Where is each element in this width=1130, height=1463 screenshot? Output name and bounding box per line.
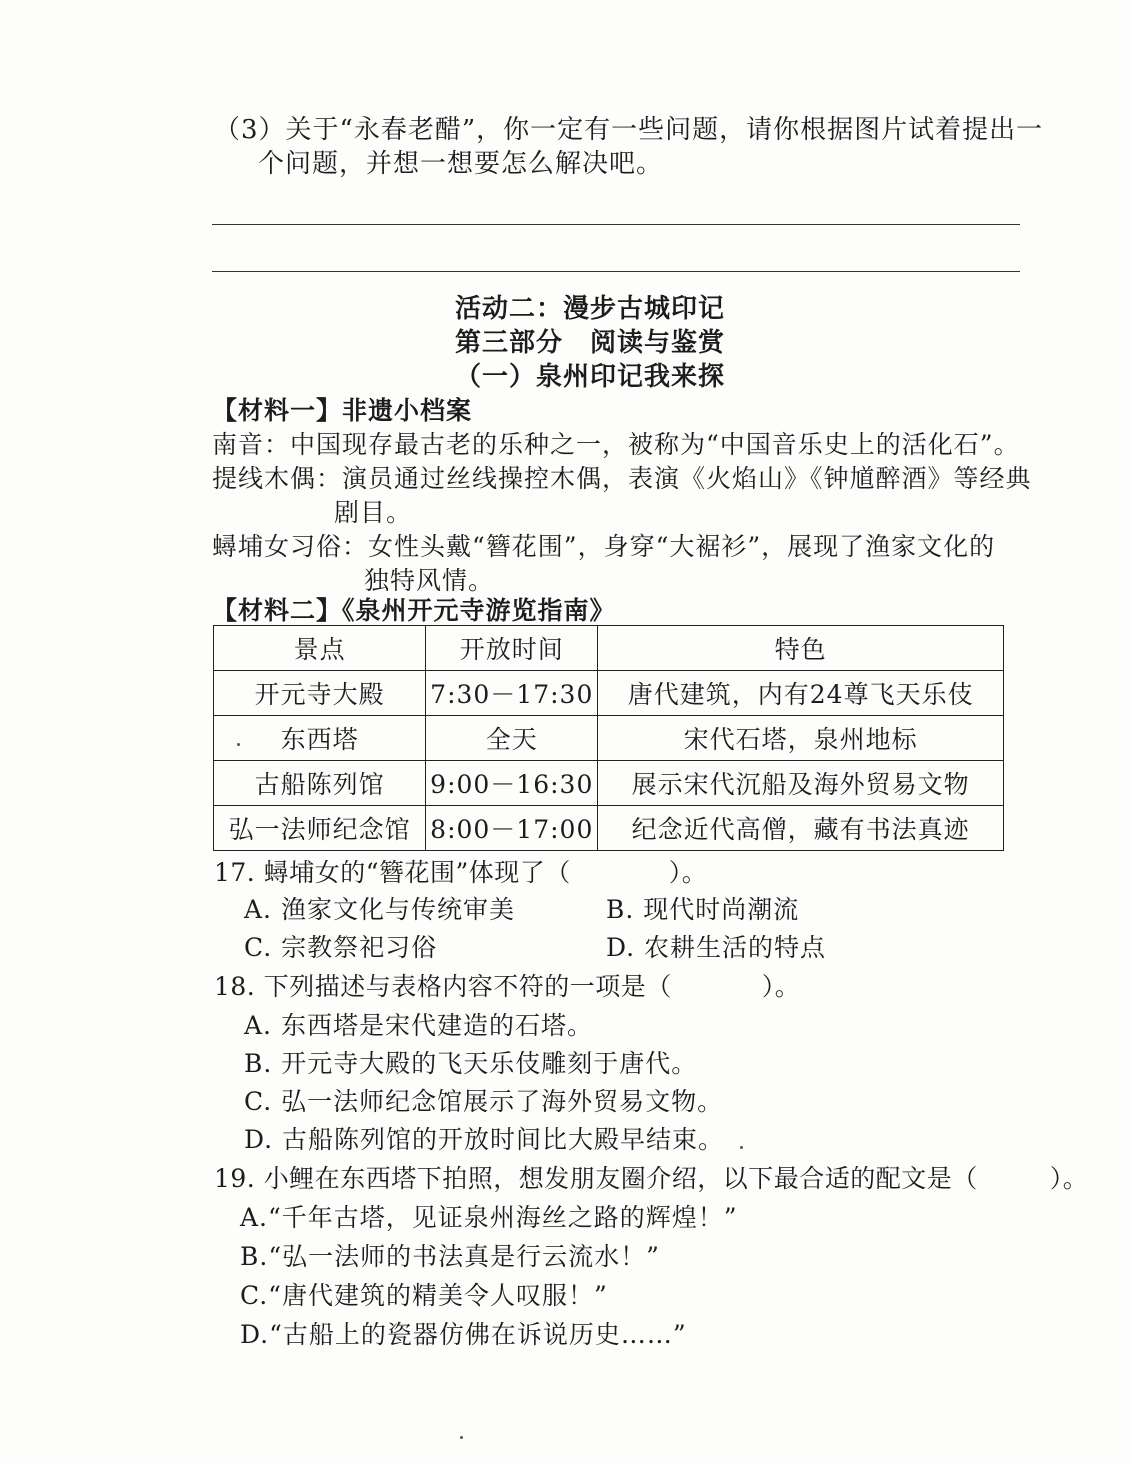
question-17-stem-text: 17. 蟳埔女的“簪花围”体现了（ <box>214 858 571 887</box>
scan-speck <box>740 1146 743 1149</box>
question-17-option-a[interactable]: A. 渔家文化与传统审美 <box>244 895 515 924</box>
question-19-option-a[interactable]: A.“千年古塔，见证泉州海丝之路的辉煌！” <box>240 1203 738 1232</box>
question-18-option-d[interactable]: D. 古船陈列馆的开放时间比大殿早结束。 <box>244 1125 725 1154</box>
guide-table <box>213 625 1004 851</box>
scan-speck <box>237 743 240 746</box>
table-cell: 唐代建筑，内有24尊飞天乐伎 <box>598 671 1004 716</box>
question-17-option-b[interactable]: B. 现代时尚潮流 <box>606 895 800 924</box>
material-1-nanyin: 南音：中国现存最古老的乐种之一，被称为“中国音乐史上的活化石”。 <box>212 430 1020 459</box>
question-19-option-d[interactable]: D.“古船上的瓷器仿佛在诉说历史……” <box>240 1320 687 1349</box>
material-1-xunpu-line-1: 蟳埔女习俗：女性头戴“簪花围”，身穿“大裾衫”，展现了渔家文化的 <box>212 532 996 561</box>
table-cell: 7:30－17:30 <box>426 671 598 716</box>
question-17-stem <box>214 856 707 890</box>
question-3-line-1: （3）关于“永春老醋”，你一定有一些问题，请你根据图片试着提出一 <box>214 115 1044 145</box>
table-cell: 展示宋代沉船及海外贸易文物 <box>598 761 1004 806</box>
question-18-stem-text: 18. 下列描述与表格内容不符的一项是（ <box>214 972 672 1001</box>
question-19-stem <box>214 1162 1088 1196</box>
answer-line-2[interactable] <box>212 271 1020 272</box>
table-row <box>214 671 1004 716</box>
question-19-stem-text: 19. 小鲤在东西塔下拍照，想发朋友圈介绍，以下最合适的配文是（ <box>214 1164 978 1193</box>
question-19-stem-close: ）。 <box>1049 1164 1089 1193</box>
question-18-option-b[interactable]: B. 开元寺大殿的飞天乐伎雕刻于唐代。 <box>244 1049 698 1078</box>
material-1-xunpu-line-2: 独特风情。 <box>364 566 495 595</box>
section-heading: （一）泉州印记我来探 <box>454 362 725 392</box>
question-17-option-d[interactable]: D. 农耕生活的特点 <box>606 933 827 962</box>
question-17-stem-close: ）。 <box>668 858 708 887</box>
question-18-stem <box>214 970 800 1004</box>
material-2-title: 【材料二】《泉州开元寺游览指南》 <box>212 596 616 625</box>
table-cell: 9:00－16:30 <box>426 761 598 806</box>
table-cell: 8:00－17:00 <box>426 806 598 851</box>
scan-speck <box>460 1436 463 1439</box>
table-cell: 开元寺大殿 <box>214 671 426 716</box>
table-header-cell: 特色 <box>598 626 1004 671</box>
material-1-puppet-line-1: 提线木偶：演员通过丝线操控木偶，表演《火焰山》《钟馗醉酒》等经典 <box>212 464 1032 493</box>
table-header-cell: 开放时间 <box>426 626 598 671</box>
table-cell: 东西塔 <box>214 716 426 761</box>
answer-line-1[interactable] <box>212 224 1020 225</box>
activity-heading: 活动二：漫步古城印记 <box>454 294 725 324</box>
question-19-option-c[interactable]: C.“唐代建筑的精美令人叹服！” <box>240 1281 608 1310</box>
question-3-line-2: 个问题，并想一想要怎么解决吧。 <box>258 149 664 179</box>
table-header-cell: 景点 <box>214 626 426 671</box>
question-19-option-b[interactable]: B.“弘一法师的书法真是行云流水！” <box>240 1242 660 1271</box>
table-row <box>214 806 1004 851</box>
question-18-stem-close: ）。 <box>761 972 801 1001</box>
table-cell: 宋代石塔，泉州地标 <box>598 716 1004 761</box>
table-header-row <box>214 626 1004 671</box>
part-heading: 第三部分 阅读与鉴赏 <box>454 328 725 358</box>
table-cell: 弘一法师纪念馆 <box>214 806 426 851</box>
table-cell: 全天 <box>426 716 598 761</box>
table-row <box>214 716 1004 761</box>
question-17-option-c[interactable]: C. 宗教祭祀习俗 <box>244 933 438 962</box>
material-1-title: 【材料一】非遗小档案 <box>212 396 473 425</box>
question-18-option-a[interactable]: A. 东西塔是宋代建造的石塔。 <box>244 1011 593 1040</box>
table-row <box>214 761 1004 806</box>
material-1-puppet-line-2: 剧目。 <box>334 498 413 527</box>
table-cell: 古船陈列馆 <box>214 761 426 806</box>
question-18-option-c[interactable]: C. 弘一法师纪念馆展示了海外贸易文物。 <box>244 1087 724 1116</box>
table-cell: 纪念近代高僧，藏有书法真迹 <box>598 806 1004 851</box>
